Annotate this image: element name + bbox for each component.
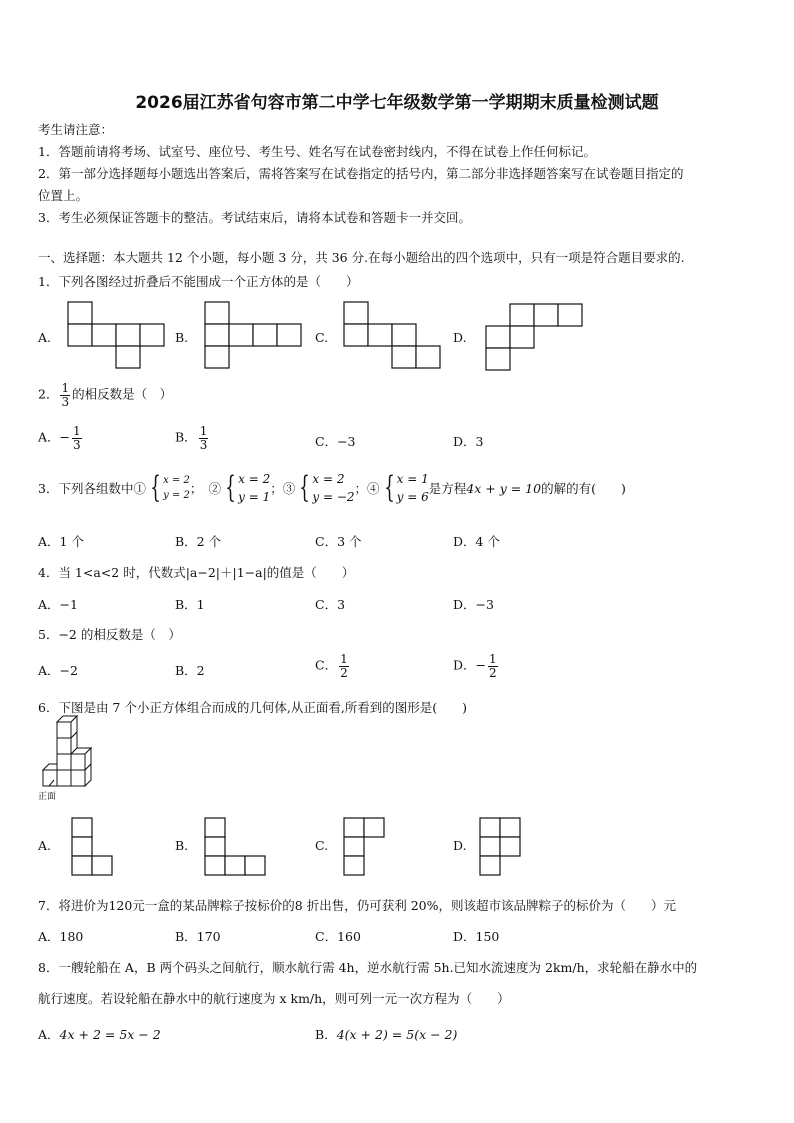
q5-option-d: D．− $\frac{1}{2}$ (453, 652, 497, 680)
notice-item-2-cont: 位置上。 (38, 188, 89, 203)
q5-stem: 5．−2 的相反数是（ ） (38, 627, 181, 642)
q6-option-a-label: A. (38, 838, 52, 853)
q6-option-b-label: B. (175, 838, 189, 853)
q1-option-c-label: C. (315, 330, 329, 345)
q7-stem: 7．将进价为120元一盒的某品牌粽子按标价的8 折出售，仍可获利 20%，则该超市该品牌粽子的标价为（ ）元 (38, 898, 676, 913)
page-title: 2026届江苏省句容市第二中学七年级数学第一学期期末质量检测试题 (135, 93, 659, 113)
q7-option-c: C．160 (315, 929, 361, 944)
q2-option-a: A．− $\frac{1}{3}$ (38, 424, 81, 452)
q3-stem: 3．下列各组数中① { x = 2 y = 2 ； ② { x = 2 y = 1 ；③ { x = 2 y = −2 ；④ { x = 1 y = 6 是方程 4x + y = 10 的解的有( ) (38, 470, 626, 505)
q6-option-c-label: C. (315, 838, 329, 853)
q4-option-a: A．−1 (38, 597, 78, 612)
q6-front-label: 正面 (38, 792, 57, 802)
q8-stem-line2: 航行速度。若设轮船在静水中的航行速度为 x km/h，则可列一元一次方程为（ ） (38, 991, 510, 1006)
notice-item-3: 3．考生必须保证答题卡的整洁。考试结束后，请将本试卷和答题卡一并交回。 (38, 210, 471, 225)
q6-option-d-label: D. (453, 838, 467, 853)
q1-net-a (68, 302, 164, 368)
q4-option-b: B．1 (175, 597, 205, 612)
q6-option-d-figure (480, 818, 520, 875)
q3-option-b: B．2 个 (175, 534, 222, 549)
q6-cube-figure (43, 716, 91, 786)
q4-option-c: C．3 (315, 597, 346, 612)
q7-option-d: D．150 (453, 929, 500, 944)
q1-net-d (486, 304, 582, 370)
q1-net-b (205, 302, 301, 368)
q6-stem: 6．下图是由 7 个小正方体组合而成的几何体,从正面看,所看到的图形是( ) (38, 700, 468, 715)
q1-option-b-label: B. (175, 330, 189, 345)
q2-option-c: C．−3 (315, 434, 356, 449)
q5-option-b: B．2 (175, 663, 205, 678)
q1-option-a-label: A. (38, 330, 52, 345)
q6-option-a-figure (72, 818, 112, 875)
q6-option-b-figure (205, 818, 265, 875)
q3-option-a: A．1 个 (38, 534, 84, 549)
q2-option-d: D．3 (453, 434, 484, 449)
q8-stem-line1: 8．一艘轮船在 A，B 两个码头之间航行，顺水航行需 4h，逆水航行需 5h.已知水流速度为 2km/h，求轮船在静水中的 (38, 960, 698, 975)
q3-option-c: C．3 个 (315, 534, 362, 549)
notice-item-1: 1．答题前请将考场、试室号、座位号、考生号、姓名写在试卷密封线内，不得在试卷上作任何标记。 (38, 144, 596, 159)
q1-stem: 1．下列各图经过折叠后不能围成一个正方体的是（ ） (38, 274, 359, 289)
q7-option-b: B．170 (175, 929, 221, 944)
q5-option-c: C． $\frac{1}{2}$ (315, 652, 348, 680)
q2-stem: 2． $\frac{1}{3}$ 的相反数是（ ） (38, 381, 173, 409)
q8-option-a: A．4x + 2 = 5x − 2 (38, 1027, 161, 1042)
q8-option-b: B．4(x + 2) = 5(x − 2) (315, 1027, 458, 1042)
q5-option-a: A．−2 (38, 663, 78, 678)
q6-option-c-figure (344, 818, 384, 875)
q4-option-d: D．−3 (453, 597, 494, 612)
q1-net-c (344, 302, 440, 368)
q2-option-b: B． $\frac{1}{3}$ (175, 424, 208, 452)
q4-stem: 4．当 1<a<2 时，代数式|a−2|＋|1−a|的值是（ ） (38, 565, 355, 580)
section-heading: 一、选择题：本大题共 12 个小题，每小题 3 分，共 36 分.在每小题给出的四个选项中，只有一项是符合题目要求的. (38, 250, 685, 265)
notice-item-2: 2．第一部分选择题每小题选出答案后，需将答案写在试卷指定的括号内，第二部分非选择题答案写在试卷题目指定的 (38, 166, 684, 181)
q7-option-a: A．180 (38, 929, 84, 944)
q1-option-d-label: D. (453, 330, 467, 345)
notice-heading: 考生请注意： (38, 122, 114, 137)
q3-option-d: D．4 个 (453, 534, 500, 549)
